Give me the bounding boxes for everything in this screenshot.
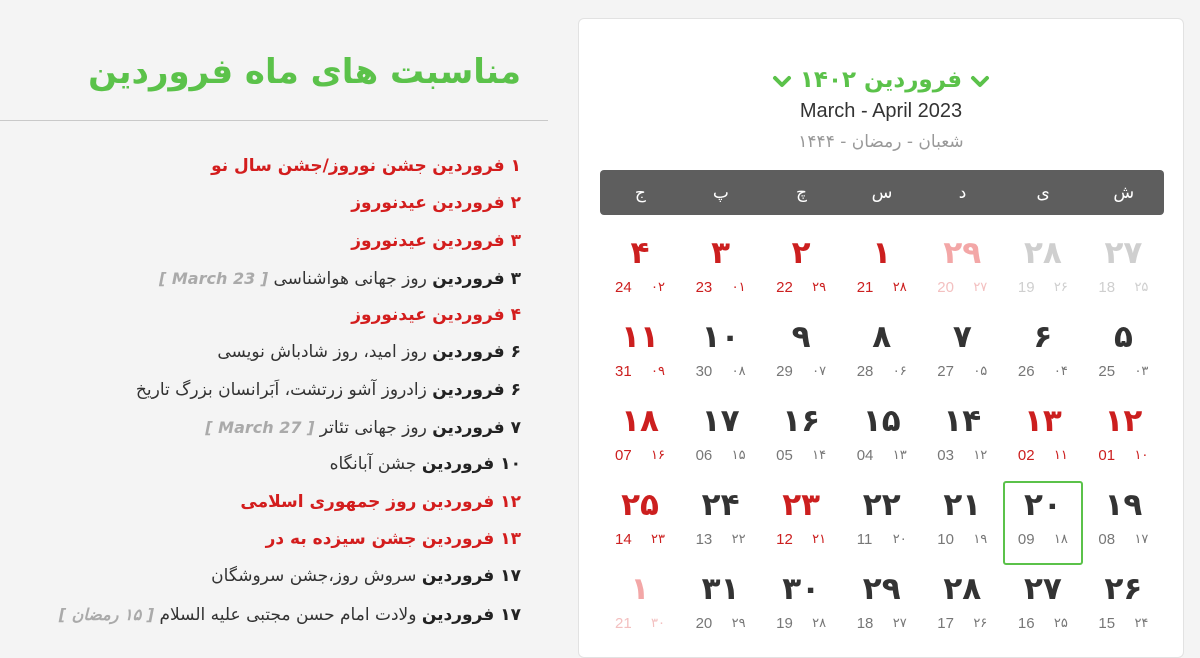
event-gregorian-date: [ 27 March ] [205, 418, 315, 438]
day-number: ۱۳ [1023, 403, 1062, 439]
hijri-day: ۲۶ [973, 616, 988, 631]
hijri-day: ۰۲ [651, 280, 665, 295]
events-title: مناسبت های ماه فروردین [88, 52, 521, 92]
hijri-day: ۱۴ [812, 448, 827, 463]
gregorian-day: 23 [695, 279, 713, 296]
event-date: ۱۷ فروردین [421, 566, 521, 587]
day-number: ۱ [630, 571, 650, 607]
day-cell[interactable] [1083, 229, 1163, 313]
hijri-day: ۲۸ [892, 280, 907, 295]
event-item[interactable] [11, 372, 521, 409]
gregorian-day: 19 [1017, 279, 1035, 296]
event-text: عیدنوروز [351, 193, 427, 214]
day-number: ۱۴ [943, 403, 982, 439]
gregorian-day: 21 [856, 279, 874, 296]
event-item[interactable] [11, 446, 521, 483]
gregorian-day: 20 [937, 279, 954, 296]
day-number: ۱۹ [1104, 487, 1143, 523]
day-number: ۱۲ [1104, 403, 1143, 439]
day-number: ۲۴ [701, 487, 740, 523]
day-cell[interactable] [761, 229, 841, 313]
day-number: ۹ [791, 319, 811, 355]
event-text: روز جمهوری اسلامی [240, 491, 417, 512]
day-cell[interactable] [842, 481, 922, 565]
event-date: ۱۰ فروردین [421, 454, 521, 475]
gregorian-day: 24 [615, 279, 632, 296]
event-date: ۳ فروردین [432, 230, 521, 251]
weekday-label: ج [634, 182, 646, 203]
day-cell[interactable] [922, 229, 1002, 313]
event-date: ۱۲ فروردین [421, 491, 521, 512]
day-number: ۴ [630, 235, 650, 271]
day-cell[interactable] [1083, 397, 1163, 481]
chevron-down-icon[interactable] [970, 71, 990, 91]
gregorian-day: 06 [695, 447, 713, 464]
event-item[interactable] [11, 260, 521, 297]
gregorian-day: 01 [1098, 447, 1116, 464]
gregorian-day: 14 [615, 531, 632, 548]
event-item[interactable] [11, 334, 521, 371]
event-text: عیدنوروز [351, 305, 427, 326]
event-text: روز جهانی هواشناسی [273, 268, 427, 289]
day-number: ۲۲ [862, 487, 901, 523]
day-cell[interactable] [761, 481, 841, 565]
hijri-day: ۰۳ [1134, 364, 1149, 379]
day-cell[interactable] [761, 565, 841, 649]
gregorian-day: 29 [776, 363, 793, 380]
gregorian-day: 21 [615, 615, 632, 632]
gregorian-day: 11 [856, 531, 873, 548]
day-cell[interactable] [1083, 481, 1163, 565]
chevron-down-icon[interactable] [772, 71, 792, 91]
event-date: ۶ فروردین [432, 379, 521, 400]
hijri-day: ۱۵ [731, 448, 746, 463]
gregorian-day: 04 [856, 447, 874, 464]
hijri-day: ۲۹ [812, 280, 827, 295]
hijri-day: ۱۹ [973, 532, 988, 547]
day-cell[interactable] [681, 481, 761, 565]
day-cell[interactable] [761, 313, 841, 397]
gregorian-day: 17 [937, 615, 954, 632]
hijri-day: ۲۵ [1053, 616, 1068, 631]
divider [0, 120, 548, 121]
day-cell[interactable] [922, 397, 1002, 481]
event-item[interactable] [11, 297, 521, 334]
gregorian-day: 15 [1098, 615, 1116, 632]
day-cell[interactable] [600, 565, 680, 649]
gregorian-day: 16 [1017, 615, 1035, 632]
hijri-day: ۲۶ [1053, 280, 1068, 295]
day-number: ۲۷ [1023, 571, 1062, 607]
day-cell[interactable] [600, 397, 680, 481]
event-date: ۲ فروردین [432, 193, 521, 214]
day-cell[interactable] [681, 229, 761, 313]
hijri-day: ۲۰ [892, 532, 907, 547]
hijri-day: ۱۷ [1134, 532, 1149, 547]
hijri-day: ۲۴ [1134, 616, 1149, 631]
day-cell[interactable] [681, 397, 761, 481]
calendar-card [578, 18, 1184, 658]
day-number: ۳۰ [782, 571, 821, 607]
hijri-day: ۰۹ [651, 364, 665, 379]
calendar-header [579, 65, 1183, 153]
day-cell[interactable] [1003, 397, 1083, 481]
weekday-header [600, 170, 1164, 215]
weekday-label: د [958, 182, 967, 203]
gregorian-day: 02 [1017, 447, 1035, 464]
hijri-day: ۱۱ [1053, 448, 1068, 463]
gregorian-day: 13 [695, 531, 713, 548]
gregorian-day: 07 [615, 447, 632, 464]
weekday-label: پ [712, 182, 729, 203]
day-number: ۲۹ [862, 571, 901, 607]
event-date: ۷ فروردین [432, 418, 521, 439]
hijri-day: ۰۶ [892, 364, 907, 379]
hijri-range: شعبان - رمضان - ۱۴۴۴ [798, 132, 964, 152]
day-number: ۲۷ [1104, 235, 1143, 271]
event-date: ۱۳ فروردین [421, 528, 521, 549]
month-year-label[interactable]: فروردین ۱۴۰۲ [799, 67, 963, 93]
event-text: جشن نوروز/جشن سال نو [211, 156, 427, 176]
day-cell[interactable] [842, 229, 922, 313]
day-number: ۱۰ [701, 319, 740, 355]
gregorian-day: 19 [776, 615, 793, 632]
gregorian-day: 26 [1017, 363, 1035, 380]
event-text: روز جهانی تئاتر [319, 418, 427, 439]
event-item[interactable] [11, 521, 521, 558]
weekday-label: ی [1036, 182, 1050, 203]
day-number: ۲۵ [621, 487, 659, 523]
day-cell[interactable] [1003, 229, 1083, 313]
day-cell[interactable] [842, 565, 922, 649]
hijri-day: ۲۹ [731, 616, 746, 631]
day-cell[interactable] [1003, 313, 1083, 397]
day-number: ۲۳ [782, 487, 821, 523]
day-number: ۳ [711, 235, 731, 271]
day-cell[interactable] [922, 481, 1002, 565]
day-number: ۱۵ [862, 403, 901, 439]
hijri-day: ۱۳ [892, 448, 907, 463]
event-gregorian-date: [ 23 March ] [158, 268, 269, 288]
hijri-day: ۳۰ [651, 616, 665, 631]
day-number: ۷ [952, 319, 972, 355]
day-cell[interactable] [1003, 565, 1083, 649]
gregorian-day: 30 [695, 363, 713, 380]
event-date: ۳ فروردین [432, 268, 521, 289]
hijri-day: ۰۷ [812, 364, 827, 379]
day-cell[interactable] [842, 313, 922, 397]
day-cell[interactable] [922, 313, 1002, 397]
hijri-day: ۱۲ [973, 448, 988, 463]
day-number: ۱۶ [782, 403, 821, 439]
weekday-label: س [871, 182, 893, 203]
gregorian-day: 08 [1098, 531, 1116, 548]
event-text: جشن آبانگاه [329, 454, 417, 475]
month-title [579, 65, 1183, 95]
day-number: ۲۰ [1023, 487, 1062, 523]
hijri-day: ۲۵ [1134, 280, 1149, 295]
day-number: ۱ [872, 235, 892, 271]
events-panel [0, 0, 550, 642]
hijri-day: ۲۱ [812, 532, 827, 547]
event-item[interactable] [11, 558, 521, 595]
gregorian-day: 03 [937, 447, 954, 464]
hijri-day: ۱۸ [1053, 532, 1068, 547]
day-number: ۶ [1033, 319, 1053, 355]
day-cell[interactable] [681, 313, 761, 397]
day-cell[interactable] [1083, 565, 1163, 649]
day-number: ۲۱ [943, 487, 982, 523]
day-number: ۲۸ [943, 571, 982, 607]
event-gregorian-date: [ ۱۵ رمضان ] [58, 604, 155, 624]
hijri-day: ۰۴ [1053, 364, 1068, 379]
day-number: ۸ [872, 319, 892, 355]
hijri-day: ۰۱ [731, 280, 746, 295]
event-text: روز امید، روز شادباش نویسی [217, 342, 427, 363]
hijri-day: ۲۷ [892, 616, 907, 631]
gregorian-day: 10 [937, 531, 954, 548]
day-number: ۵ [1113, 319, 1133, 355]
day-cell[interactable] [842, 397, 922, 481]
hijri-day: ۱۶ [651, 448, 665, 463]
event-item[interactable] [11, 409, 521, 446]
events-list [11, 148, 521, 633]
day-cell[interactable] [600, 481, 680, 565]
event-item[interactable] [11, 484, 521, 521]
hijri-day: ۱۰ [1134, 448, 1149, 463]
day-number: ۳۱ [701, 571, 740, 607]
event-date: ۱۷ فروردین [421, 604, 521, 625]
day-cell[interactable] [600, 229, 680, 313]
gregorian-range: March - April 2023 [799, 100, 963, 122]
day-number: ۱۸ [621, 403, 659, 439]
gregorian-day: 09 [1017, 531, 1035, 548]
hijri-day: ۲۳ [651, 532, 665, 547]
day-number: ۲۶ [1104, 571, 1143, 607]
day-number: ۲۸ [1023, 235, 1062, 271]
gregorian-day: 18 [856, 615, 874, 632]
day-number: ۱۷ [701, 403, 740, 439]
gregorian-day: 27 [937, 363, 954, 380]
event-text: ولادت امام حسن مجتبی علیه السلام [159, 604, 417, 625]
day-number: ۲۹ [943, 235, 982, 271]
event-date: ۴ فروردین [432, 305, 521, 326]
day-cell[interactable] [922, 565, 1002, 649]
hijri-day: ۲۲ [731, 532, 746, 547]
event-item[interactable] [11, 148, 521, 185]
day-cell[interactable] [761, 397, 841, 481]
day-number: ۲ [791, 235, 811, 271]
day-number: ۱۱ [621, 319, 659, 355]
day-cell[interactable] [681, 565, 761, 649]
event-date: ۱ فروردین [432, 156, 521, 176]
gregorian-day: 18 [1098, 279, 1116, 296]
weekday-label: ش [1113, 182, 1135, 203]
event-item[interactable] [11, 596, 521, 633]
gregorian-day: 31 [615, 363, 632, 380]
event-date: ۶ فروردین [432, 342, 521, 363]
gregorian-day: 05 [776, 447, 793, 464]
hijri-day: ۲۷ [973, 280, 988, 295]
gregorian-day: 20 [695, 615, 713, 632]
day-cell[interactable] [1003, 481, 1083, 565]
event-text: عیدنوروز [351, 230, 427, 251]
event-item[interactable] [11, 185, 521, 222]
weekday-label: چ [795, 182, 807, 203]
gregorian-day: 28 [856, 363, 874, 380]
day-cell[interactable] [1083, 313, 1163, 397]
event-text: زادروز آشو زرتشت، اَبَرانسان بزرگ تاریخ [135, 379, 427, 400]
hijri-day: ۰۸ [731, 364, 746, 379]
gregorian-day: 25 [1098, 363, 1116, 380]
gregorian-day: 22 [776, 279, 793, 296]
hijri-day: ۲۸ [812, 616, 827, 631]
hijri-day: ۰۵ [973, 364, 988, 379]
event-item[interactable] [11, 223, 521, 260]
event-text: جشن سیزده به در [265, 528, 417, 549]
event-text: سروش روز،جشن سروشگان [211, 566, 417, 587]
gregorian-day: 12 [776, 531, 793, 548]
day-cell[interactable] [600, 313, 680, 397]
